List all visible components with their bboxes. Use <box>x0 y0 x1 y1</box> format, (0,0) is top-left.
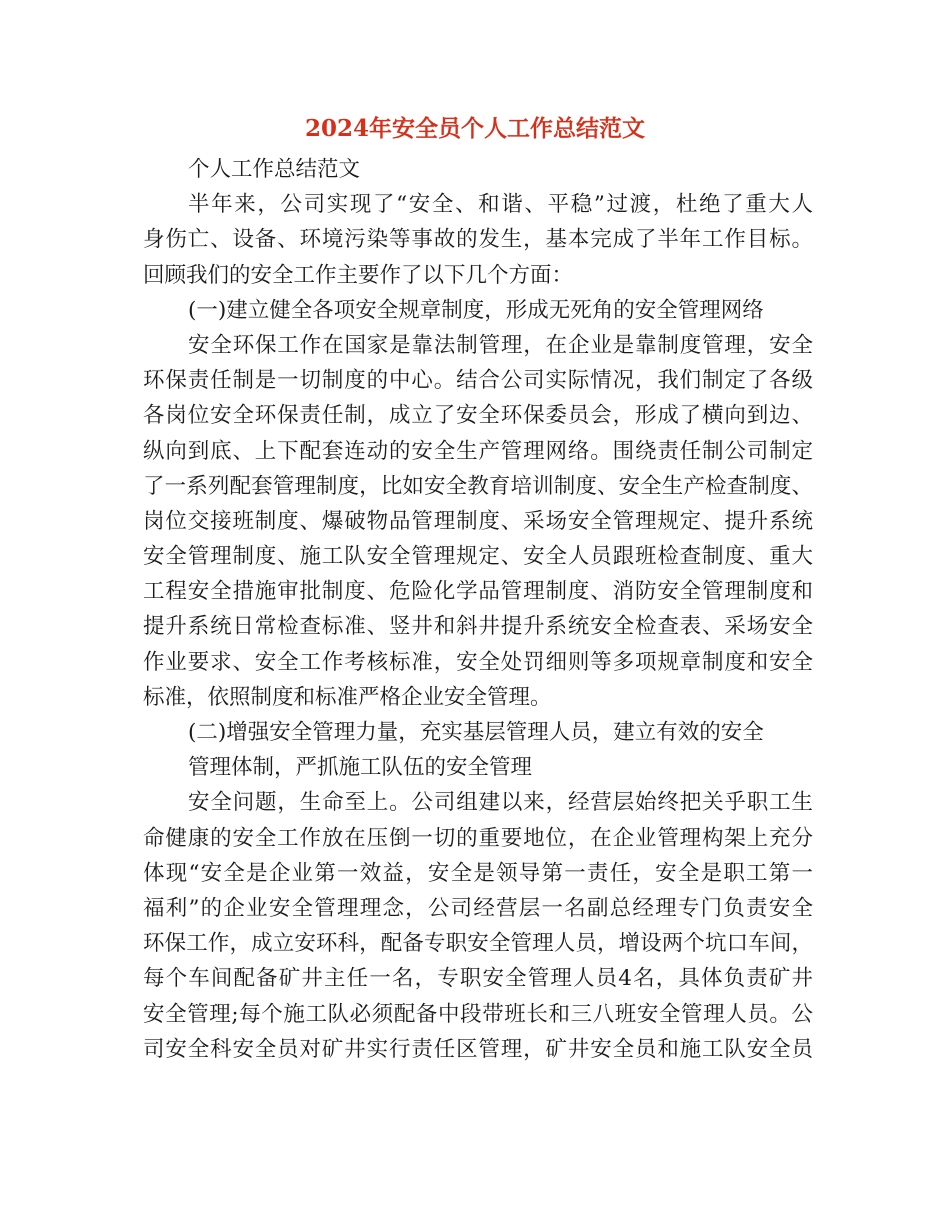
body-line: 回顾我们的安全工作主要作了以下几个方面： <box>143 262 574 288</box>
body-line: 福利”的企业安全管理理念，公司经营层一名副总经理专门负责安全 <box>143 895 813 921</box>
body-line: 每个车间配备矿井主任一名，专职安全管理人员4名，具体负责矿井 <box>143 966 813 992</box>
body-line: 纵向到底、上下配套连动的安全生产管理网络。围绕责任制公司制定 <box>143 438 813 464</box>
body-line: 提升系统日常检查标准、竖井和斜井提升系统安全检查表、采场安全 <box>143 614 813 640</box>
body-line: 环保责任制是一切制度的中心。结合公司实际情况，我们制定了各级 <box>143 368 813 394</box>
body-line: (一)建立健全各项安全规章制度，形成无死角的安全管理网络 <box>188 297 764 323</box>
body-line: 环保工作，成立安环科，配备专职安全管理人员，增设两个坑口车间， <box>143 931 813 957</box>
body-line: 安全管理;每个施工队必须配备中段带班长和三八班安全管理人员。公 <box>143 1001 813 1027</box>
body-line: 作业要求、安全工作考核标准，安全处罚细则等多项规章制度和安全 <box>143 649 813 675</box>
document-title: 2024年安全员个人工作总结范文 <box>304 115 645 142</box>
body-line: 岗位交接班制度、爆破物品管理制度、采场安全管理规定、提升系统 <box>143 508 813 534</box>
body-line: 安全管理制度、施工队安全管理规定、安全人员跟班检查制度、重大 <box>143 544 813 570</box>
body-line: (二)增强安全管理力量，充实基层管理人员，建立有效的安全 <box>188 720 764 745</box>
body-line: 安全环保工作在国家是靠法制管理，在企业是靠制度管理，安全 <box>188 332 813 358</box>
body-line: 工程安全措施审批制度、危险化学品管理制度、消防安全管理制度和 <box>143 579 813 605</box>
body-line: 体现“安全是企业第一效益，安全是领导第一责任，安全是职工第一 <box>143 860 813 886</box>
body-line: 管理体制，严抓施工队伍的安全管理 <box>188 755 533 781</box>
body-line: 命健康的安全工作放在压倒一切的重要地位，在企业管理构架上充分 <box>143 825 813 851</box>
body-line: 司安全科安全员对矿井实行责任区管理，矿井安全员和施工队安全员 <box>143 1036 813 1062</box>
body-line: 半年来，公司实现了“安全、和谐、平稳”过渡，杜绝了重大人 <box>188 192 813 218</box>
body-line: 身伤亡、设备、环境污染等事故的发生，基本完成了半年工作目标。 <box>143 227 813 253</box>
body-line: 标准，依照制度和标准严格企业安全管理。 <box>143 684 552 710</box>
body-line: 各岗位安全环保责任制，成立了安全环保委员会，形成了横向到边、 <box>143 403 813 429</box>
body-line: 安全问题，生命至上。公司组建以来，经营层始终把关乎职工生 <box>188 790 813 816</box>
body-line: 了一系列配套管理制度，比如安全教育培训制度、安全生产检查制度、 <box>143 473 813 499</box>
body-line: 个人工作总结范文 <box>188 157 361 182</box>
document-body <box>143 152 813 1067</box>
